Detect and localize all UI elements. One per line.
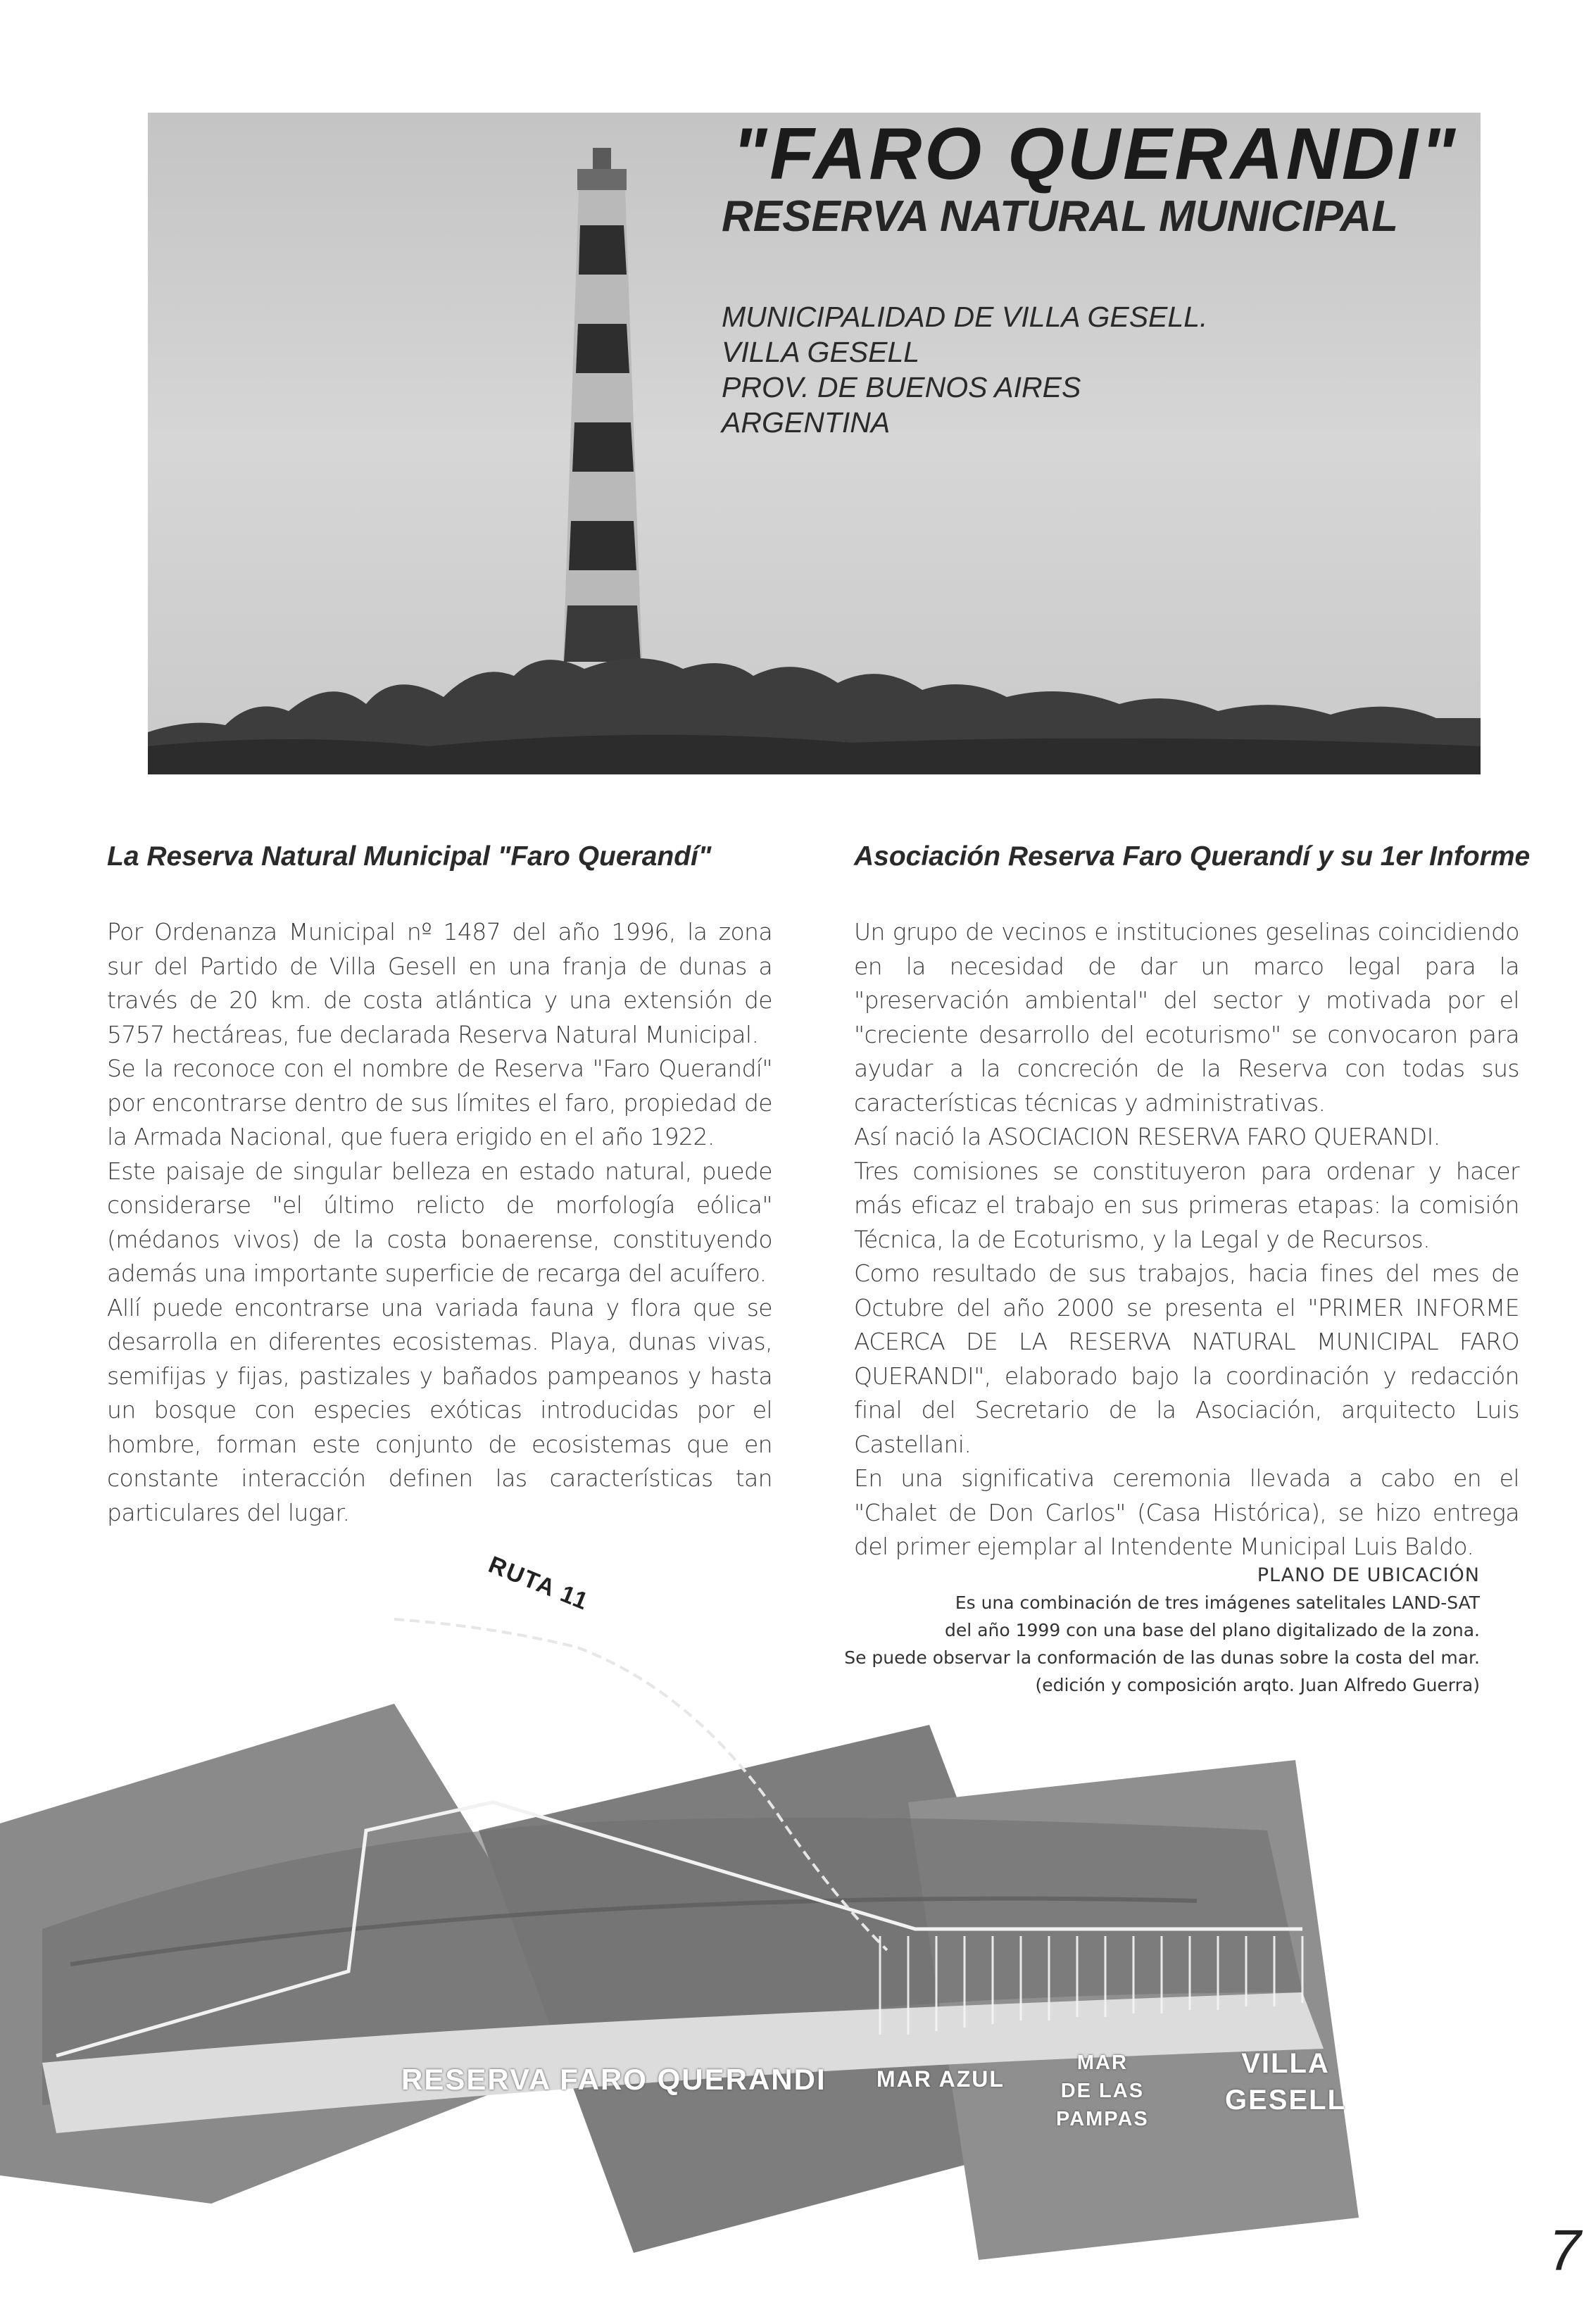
map-label-line: MAR — [1076, 2052, 1128, 2074]
right-column-text — [854, 915, 1519, 1564]
address-block — [722, 299, 1207, 440]
mar-de-las-pampas-label — [1056, 2049, 1149, 2133]
map-caption-line: del año 1999 con una base del plano digitalizado de la zona. — [945, 1620, 1480, 1640]
map-label-line: GESELL — [1225, 2085, 1347, 2116]
map-label-line: PAMPAS — [1056, 2108, 1149, 2130]
paragraph: Se la reconoce con el nombre de Reserva "Faro Querandí" por encontrarse dentro de sus límites el faro, propiedad de la Armada Nacional, que fuera erigido en el año 1922. — [107, 1055, 772, 1150]
paragraph: Como resultado de sus trabajos, hacia fines del mes de Octubre del año 2000 se presenta el "PRIMER INFORME ACERCA DE LA RESERVA NATURAL MUNICIPAL FARO QUERANDI", elaborado bajo la coordinación y redacción final del Secretario de la Asociación, arquitecto Luis Castellani. — [854, 1259, 1519, 1458]
paragraph: Así nació la ASOCIACION RESERVA FARO QUERANDI. — [854, 1123, 1440, 1150]
address-line: ARGENTINA — [722, 406, 891, 439]
right-column-heading: Asociación Reserva Faro Querandí y su 1er Informe — [854, 841, 1531, 872]
left-column-text — [107, 915, 772, 1530]
map-graphic — [0, 1598, 1596, 2302]
left-column-heading: La Reserva Natural Municipal "Faro Querandí" — [107, 841, 712, 872]
map-caption-line: Es una combinación de tres imágenes satelitales LAND-SAT — [955, 1592, 1480, 1613]
page-number: 7 — [1549, 2218, 1581, 2282]
paragraph: Este paisaje de singular belleza en estado natural, puede considerarse "el último relicto de morfología eólica" (médanos vivos) de la costa bonaerense, constituyendo además una importante superficie de recarga del acuífero. — [107, 1157, 772, 1287]
paragraph: Un grupo de vecinos e instituciones geselinas coincidiendo en la necesidad de dar un marco legal para la "preservación ambiental" del sector y motivada por el "creciente desarrollo del ecoturismo" se convocaron para ayudar a la concreción de la Reserva con todas sus características técnicas y administrativas. — [854, 918, 1519, 1117]
map-caption — [844, 1562, 1480, 1699]
page-subtitle: RESERVA NATURAL MUNICIPAL — [722, 192, 1398, 241]
map-label-line: DE LAS — [1060, 2080, 1145, 2102]
mar-azul-label: MAR AZUL — [876, 2066, 1005, 2092]
map-label-line: VILLA — [1241, 2048, 1330, 2079]
villa-gesell-label — [1225, 2045, 1346, 2118]
map-caption-title: PLANO DE UBICACIÓN — [1257, 1564, 1480, 1586]
route-label: RUTA 11 — [484, 1551, 593, 1616]
address-line: MUNICIPALIDAD DE VILLA GESELL. — [722, 301, 1208, 333]
paragraph: Tres comisiones se constituyeron para ordenar y hacer más eficaz el trabajo en sus primeras etapas: la comisión Técnica, la de Ecoturismo, y la Legal y de Recursos. — [854, 1157, 1519, 1253]
paragraph: Allí puede encontrarse una variada fauna y flora que se desarrolla en diferentes ecosistemas. Playa, dunas vivas, semifijas y fijas, pastizales y bañados pampeanos y hasta un bosque con especies exóticas introducidas por el hombre, forman este conjunto de ecosistemas que en constante interacción definen las características tan particulares del lugar. — [107, 1293, 772, 1526]
reserve-label: RESERVA FARO QUERANDI — [401, 2063, 827, 2096]
map-caption-line: (edición y composición arqto. Juan Alfredo Guerra) — [1035, 1675, 1480, 1695]
address-line: PROV. DE BUENOS AIRES — [722, 371, 1081, 403]
paragraph: Por Ordenanza Municipal nº 1487 del año 1996, la zona sur del Partido de Villa Gesell en una franja de dunas a través de 20 km. de costa atlántica y una extensión de 5757 hectáreas, fue declarada Reserva Natural Municipal. — [107, 918, 772, 1048]
page-title: "FARO QUERANDI" — [732, 113, 1459, 195]
paragraph: En una significativa ceremonia llevada a cabo en el "Chalet de Don Carlos" (Casa Histórica), se hizo entrega del primer ejemplar al Intendente Municipal Luis Baldo. — [854, 1464, 1519, 1560]
address-line: VILLA GESELL — [722, 336, 920, 368]
map-caption-line: Se puede observar la conformación de las dunas sobre la costa del mar. — [844, 1647, 1480, 1668]
